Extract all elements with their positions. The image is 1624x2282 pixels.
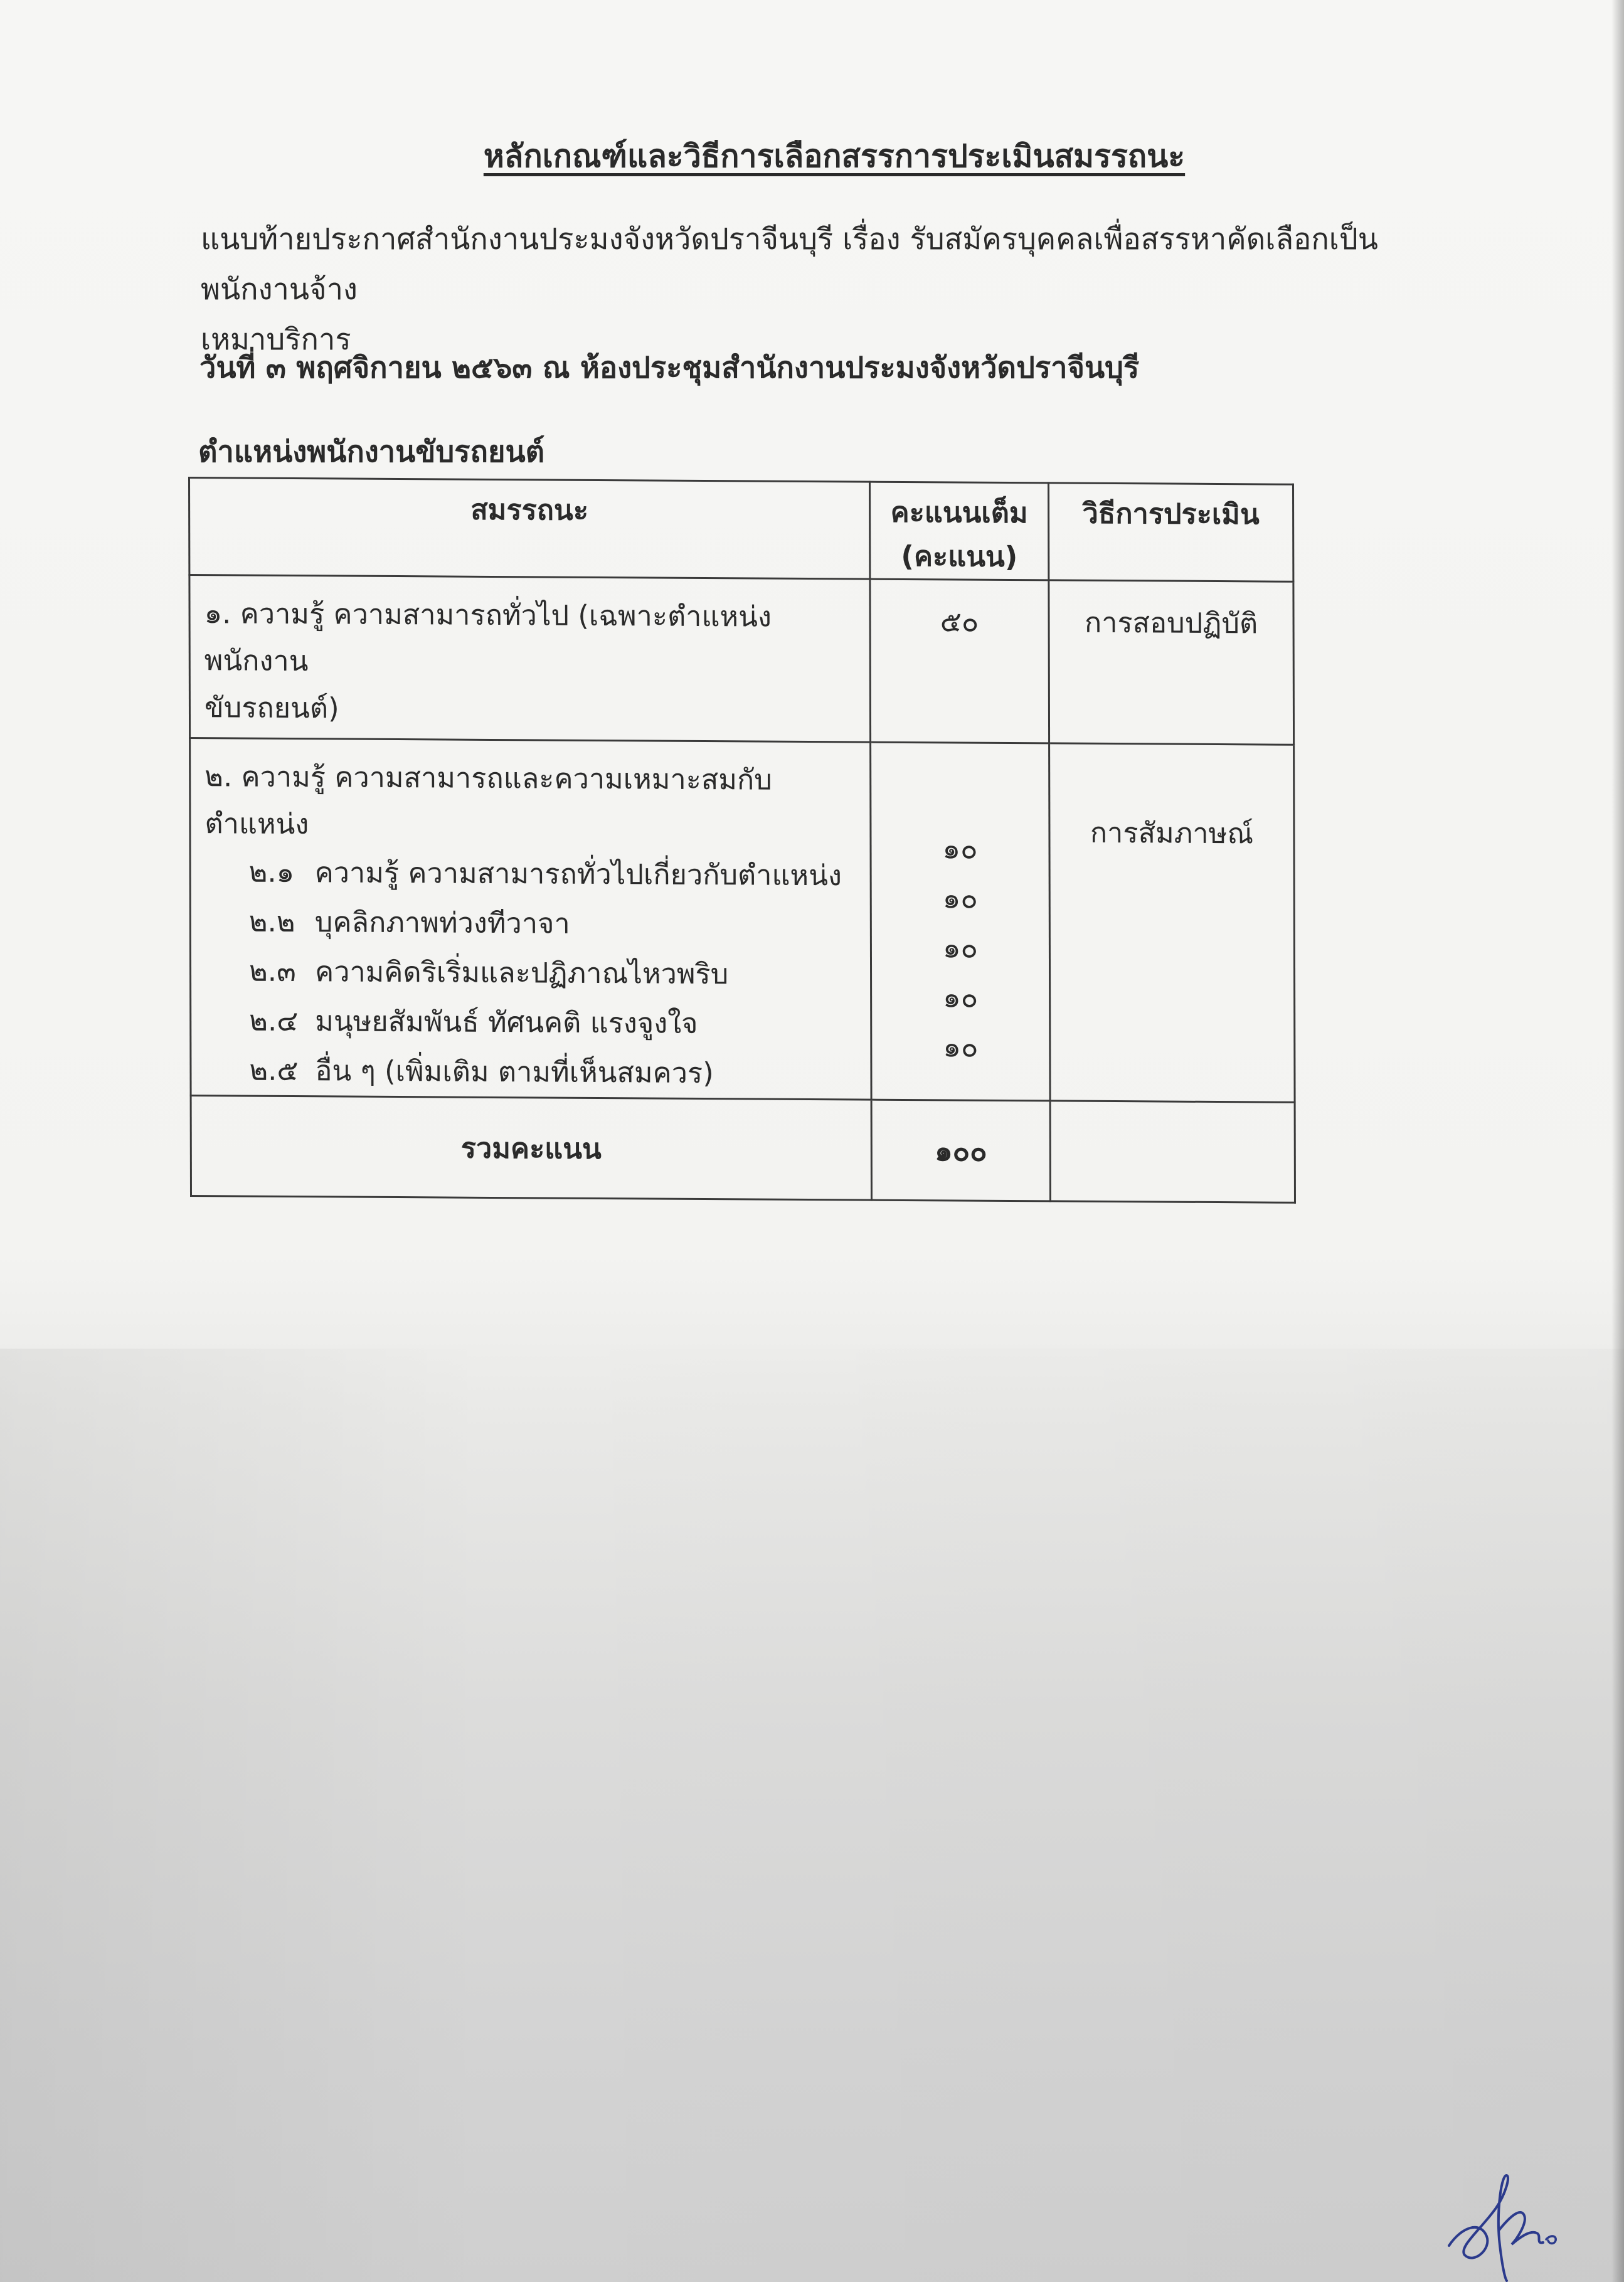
row1-text-line1: ๑. ความรู้ ความสามารถทั่วไป (เฉพาะตำแหน่งพนักงาน	[204, 597, 772, 678]
sub-item-number: ๒.๓	[248, 954, 296, 989]
row2-sub-items	[205, 847, 871, 1098]
row2-heading: ๒. ความรู้ ความสามารถและความเหมาะสมกับตำแหน่ง	[204, 760, 772, 841]
intro-text	[201, 215, 1462, 365]
total-score: ๑๐๐	[871, 1100, 1050, 1201]
row2-method	[1049, 743, 1295, 1102]
sub-item-number: ๒.๑	[248, 855, 295, 889]
header-competency: สมรรถนะ	[189, 478, 870, 580]
table-row	[190, 738, 1295, 1103]
position-label: ตำแหน่งพนักงานขับรถยนต์	[198, 435, 545, 469]
sub-item-text: ความรู้ ความสามารถทั่วไปเกี่ยวกับตำแหน่ง	[314, 856, 842, 893]
sub-item-score: ๑๐	[943, 1030, 979, 1064]
paper-edge-shadow	[1611, 0, 1624, 2282]
sub-item-number: ๒.๒	[248, 905, 295, 939]
paper-shadow	[0, 1349, 1624, 2282]
row2-score-stack	[871, 761, 1049, 1073]
sub-item-text: ความคิดริเริ่มและปฏิภาณไหวพริบ	[314, 955, 729, 991]
sub-item-score: ๑๐	[942, 832, 978, 866]
list-item	[249, 947, 870, 1000]
row2-competency	[190, 738, 871, 1100]
sub-item-score: ๑๐	[942, 931, 979, 965]
row1-method: การสอบปฏิบัติ	[1049, 580, 1294, 745]
sub-item-score: ๑๐	[942, 881, 978, 915]
competency-table-wrapper	[188, 477, 1294, 1180]
header-full-score-line2: (คะแนน)	[901, 539, 1018, 574]
document-title: หลักเกณฑ์และวิธีการเลือกสรรการประเมินสมรรถนะ	[483, 138, 1186, 174]
header-method: วิธีการประเมิน	[1048, 483, 1293, 581]
date-location-line: วันที่ ๓ พฤศจิกายน ๒๕๖๓ ณ ห้องประชุมสำนักงานประมงจังหวัดปราจีนบุรี	[199, 351, 1140, 385]
row2-scores	[871, 742, 1050, 1101]
table-total-row	[191, 1096, 1295, 1203]
list-item	[249, 897, 870, 950]
sub-item-text: บุคลิกภาพท่วงทีวาจา	[314, 905, 570, 940]
sub-item-text: มนุษยสัมพันธ์ ทัศนคติ แรงจูงใจ	[315, 1004, 698, 1040]
intro-line-1: แนบท้ายประกาศสำนักงานประมงจังหวัดปราจีนบุรี เรื่อง รับสมัครบุคคลเพื่อสรรหาคัดเลือกเป็นพนักงานจ้าง	[201, 222, 1378, 307]
intro-line-2: เหมาบริการ	[201, 322, 351, 357]
total-method	[1050, 1101, 1295, 1202]
sub-item-number: ๒.๔	[249, 1004, 299, 1038]
header-full-score-line1: คะแนนเต็ม	[890, 495, 1028, 530]
sub-item-score: ๑๐	[943, 980, 979, 1014]
row1-score: ๕๐	[870, 579, 1049, 743]
list-item	[249, 1046, 870, 1099]
sub-item-text: อื่น ๆ (เพิ่มเติม ตามที่เห็นสมควร)	[315, 1054, 714, 1090]
sub-item-number: ๒.๕	[249, 1053, 299, 1088]
table-header-row	[189, 478, 1293, 582]
list-item	[249, 847, 870, 901]
row1-competency	[189, 575, 871, 743]
total-label: รวมคะแนน	[191, 1096, 871, 1201]
competency-table	[188, 477, 1296, 1204]
list-item	[249, 996, 870, 1049]
handwritten-signature	[1436, 2170, 1568, 2282]
table-row	[189, 575, 1294, 745]
header-full-score	[870, 482, 1049, 580]
row1-text-line2: ขับรถยนต์)	[204, 691, 339, 725]
row2-method-text: การสัมภาษณ์	[1090, 815, 1254, 851]
